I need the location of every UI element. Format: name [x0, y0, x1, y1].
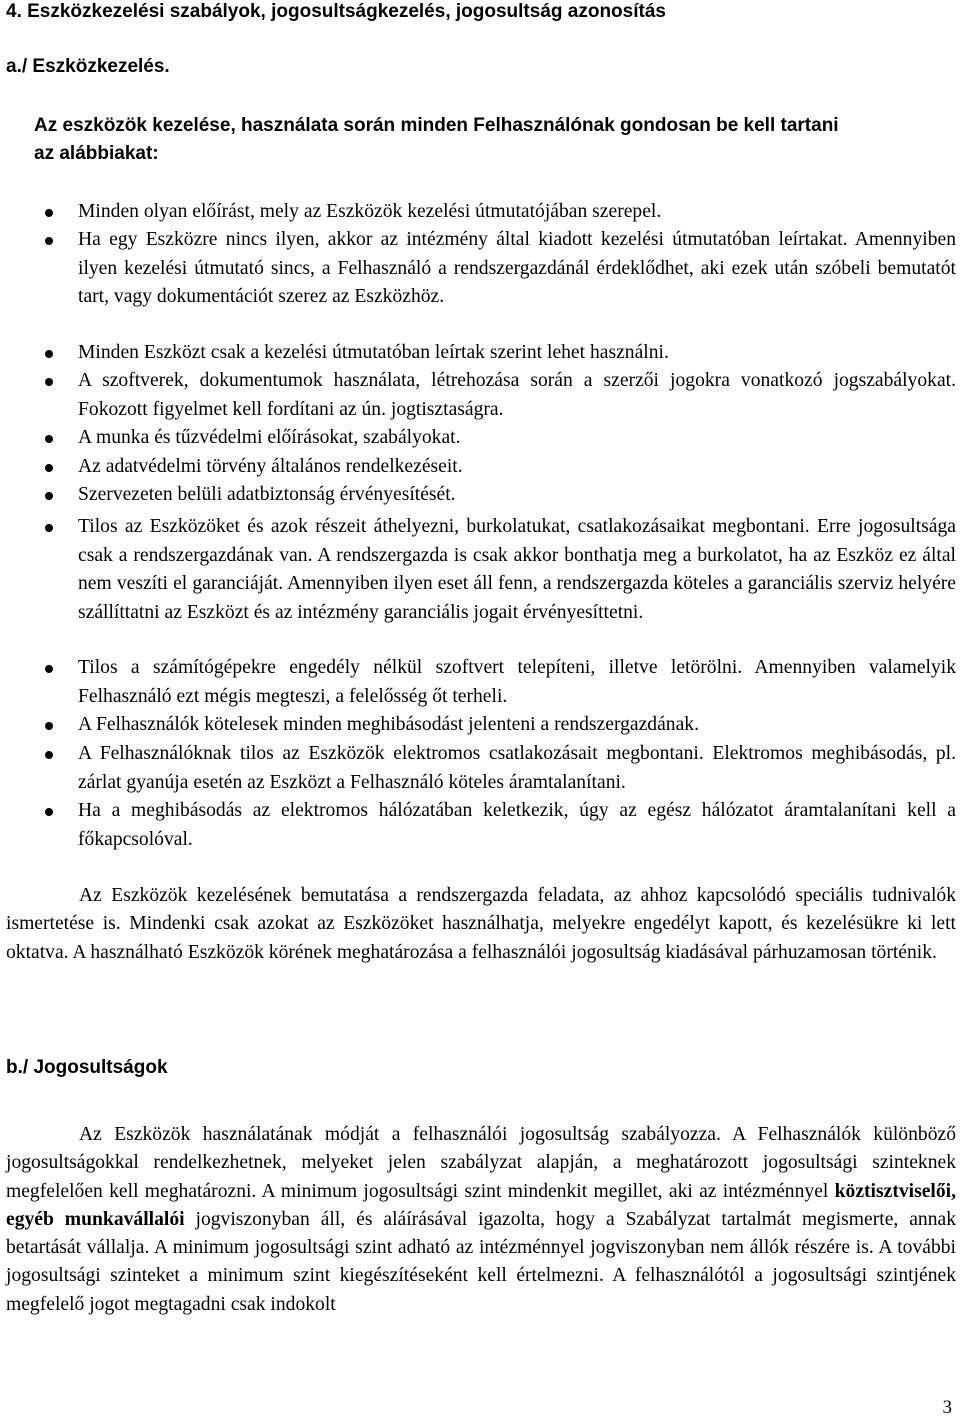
- subsection-a-heading: a./ Eszközkezelés.: [6, 56, 170, 77]
- bullet-icon: [45, 435, 53, 443]
- subsection-b-heading: b./ Jogosultságok: [6, 1057, 168, 1078]
- list-item-text: Az adatvédelmi törvény általános rendelkezéseit.: [78, 456, 463, 477]
- list-item: [78, 453, 956, 482]
- paragraph-bold-text: köztisztviselői, egyéb munkavállalói: [6, 1180, 956, 1230]
- paragraph-text: Az Eszközök használatának módját a felhasználói jogosultság szabályozza. A Felhasználók különböző jogosultságokkal rendelkezhetnek, melyeket jelen szabályzat alapján, a meghatározott jogosultsági szinteknek megfelelően kell meghatározni. A minimum jogosultsági szint mindenkit megillet, aki az intézménnyel: [6, 1124, 956, 1202]
- paragraph-jogosultsagok: [6, 1121, 956, 1319]
- list-item-text: Tilos a számítógépekre engedély nélkül szoftvert telepíteni, illetve letörölni. Amennyiben valamelyik Felhasználó ezt mégis megteszi, a felelősség őt terheli.: [78, 657, 956, 707]
- bullet-icon: [45, 350, 53, 358]
- list-item-text: A Felhasználóknak tilos az Eszközök elektromos csatlakozásait megbontani. Elektromos meghibásodás, pl. zárlat gyanúja esetén az Eszközt a Felhasználó köteles áramtalanítani.: [78, 743, 956, 793]
- bullet-icon: [45, 378, 53, 386]
- list-item: [78, 740, 956, 797]
- bullet-icon: [45, 492, 53, 500]
- list-item: [78, 367, 956, 424]
- list-item: [78, 513, 956, 627]
- list-item: [78, 226, 956, 312]
- page-number: 3: [942, 1397, 952, 1418]
- list-item: [78, 424, 956, 453]
- bullet-icon: [45, 464, 53, 472]
- list-item-text: Ha egy Eszközre nincs ilyen, akkor az intézmény által kiadott kezelési útmutatóban leírtakat. Amennyiben ilyen kezelési útmutató sincs, a Felhasználó a rendszergazdánál érdeklődhet, aki ezek után szóbeli bemutatót tart, vagy dokumentációt szerez az Eszközhöz.: [78, 229, 956, 307]
- list-item-text: A Felhasználók kötelesek minden meghibásodást jelenteni a rendszergazdának.: [78, 714, 699, 735]
- paragraph-eszkozkezeles: Az Eszközök kezelésének bemutatása a rendszergazda feladata, az ahhoz kapcsolódó speciális tudnivalók ismertetése is. Mindenki csak azokat az Eszközöket használhatja, melyekre engedélyt kapott, és kezelésükre ki lett oktatva. A használható Eszközök körének meghatározása a felhasználói jogosultság kiadásával párhuzamosan történik.: [6, 885, 956, 963]
- list-item-text: Minden Eszközt csak a kezelési útmutatóban leírtak szerint lehet használni.: [78, 342, 669, 363]
- bullet-icon: [45, 722, 53, 730]
- list-item: [78, 481, 956, 510]
- bullet-icon: [45, 665, 53, 673]
- bullet-icon: [45, 237, 53, 245]
- list-item: [78, 711, 956, 740]
- list-item: [78, 797, 956, 854]
- bullet-icon: [45, 209, 53, 217]
- list-item-text: A munka és tűzvédelmi előírásokat, szabályokat.: [78, 427, 461, 448]
- list-item-text: Szervezeten belüli adatbiztonság érvényesítését.: [78, 484, 456, 505]
- section-title: 4. Eszközkezelési szabályok, jogosultságkezelés, jogosultság azonosítás: [6, 1, 666, 22]
- list-item: [78, 339, 956, 368]
- list-item: [78, 654, 956, 711]
- list-item-text: A szoftverek, dokumentumok használata, létrehozása során a szerzői jogokra vonatkozó jogszabályokat. Fokozott figyelmet kell fordítani az ún. jogtisztaságra.: [78, 370, 956, 420]
- bullet-icon: [45, 808, 53, 816]
- intro-line-2: az alábbiakat:: [34, 143, 159, 164]
- bullet-icon: [45, 751, 53, 759]
- paragraph-text: jogviszonyban áll, és aláírásával igazolta, hogy a Szabályzat tartalmát megismerte, annak betartását vállalja. A minimum jogosultsági szint adható az intézménnyel jogviszonyban nem állók részére is. A további jogosultsági szinteket a minimum szint kiegészítéseként kell értelmezni. A felhasználótól a jogosultsági szintjének megfelelő jogot megtagadni csak indokolt: [6, 1208, 957, 1315]
- bullet-icon: [45, 524, 53, 532]
- list-item-text: Tilos az Eszközöket és azok részeit áthelyezni, burkolatukat, csatlakozásaikat megbontani. Erre jogosultsága csak a rendszergazdának van. A rendszergazda is csak akkor bonthatja meg a burkolatot, ha az Eszköz ez által nem veszíti el garanciáját. Amennyiben ilyen eset áll fenn, a rendszergazda köteles a garanciális szerviz helyére szállíttatni az Eszközt és az intézmény garanciális jogait érvényesíttetni.: [78, 516, 956, 623]
- intro-line-1: Az eszközök kezelése, használata során minden Felhasználónak gondosan be kell tartani: [34, 115, 839, 136]
- list-item-text: Ha a meghibásodás az elektromos hálózatában keletkezik, úgy az egész hálózatot áramtalanítani kell a főkapcsolóval.: [78, 800, 956, 850]
- list-item: [78, 198, 956, 227]
- list-item-text: Minden olyan előírást, mely az Eszközök kezelési útmutatójában szerepel.: [78, 201, 662, 222]
